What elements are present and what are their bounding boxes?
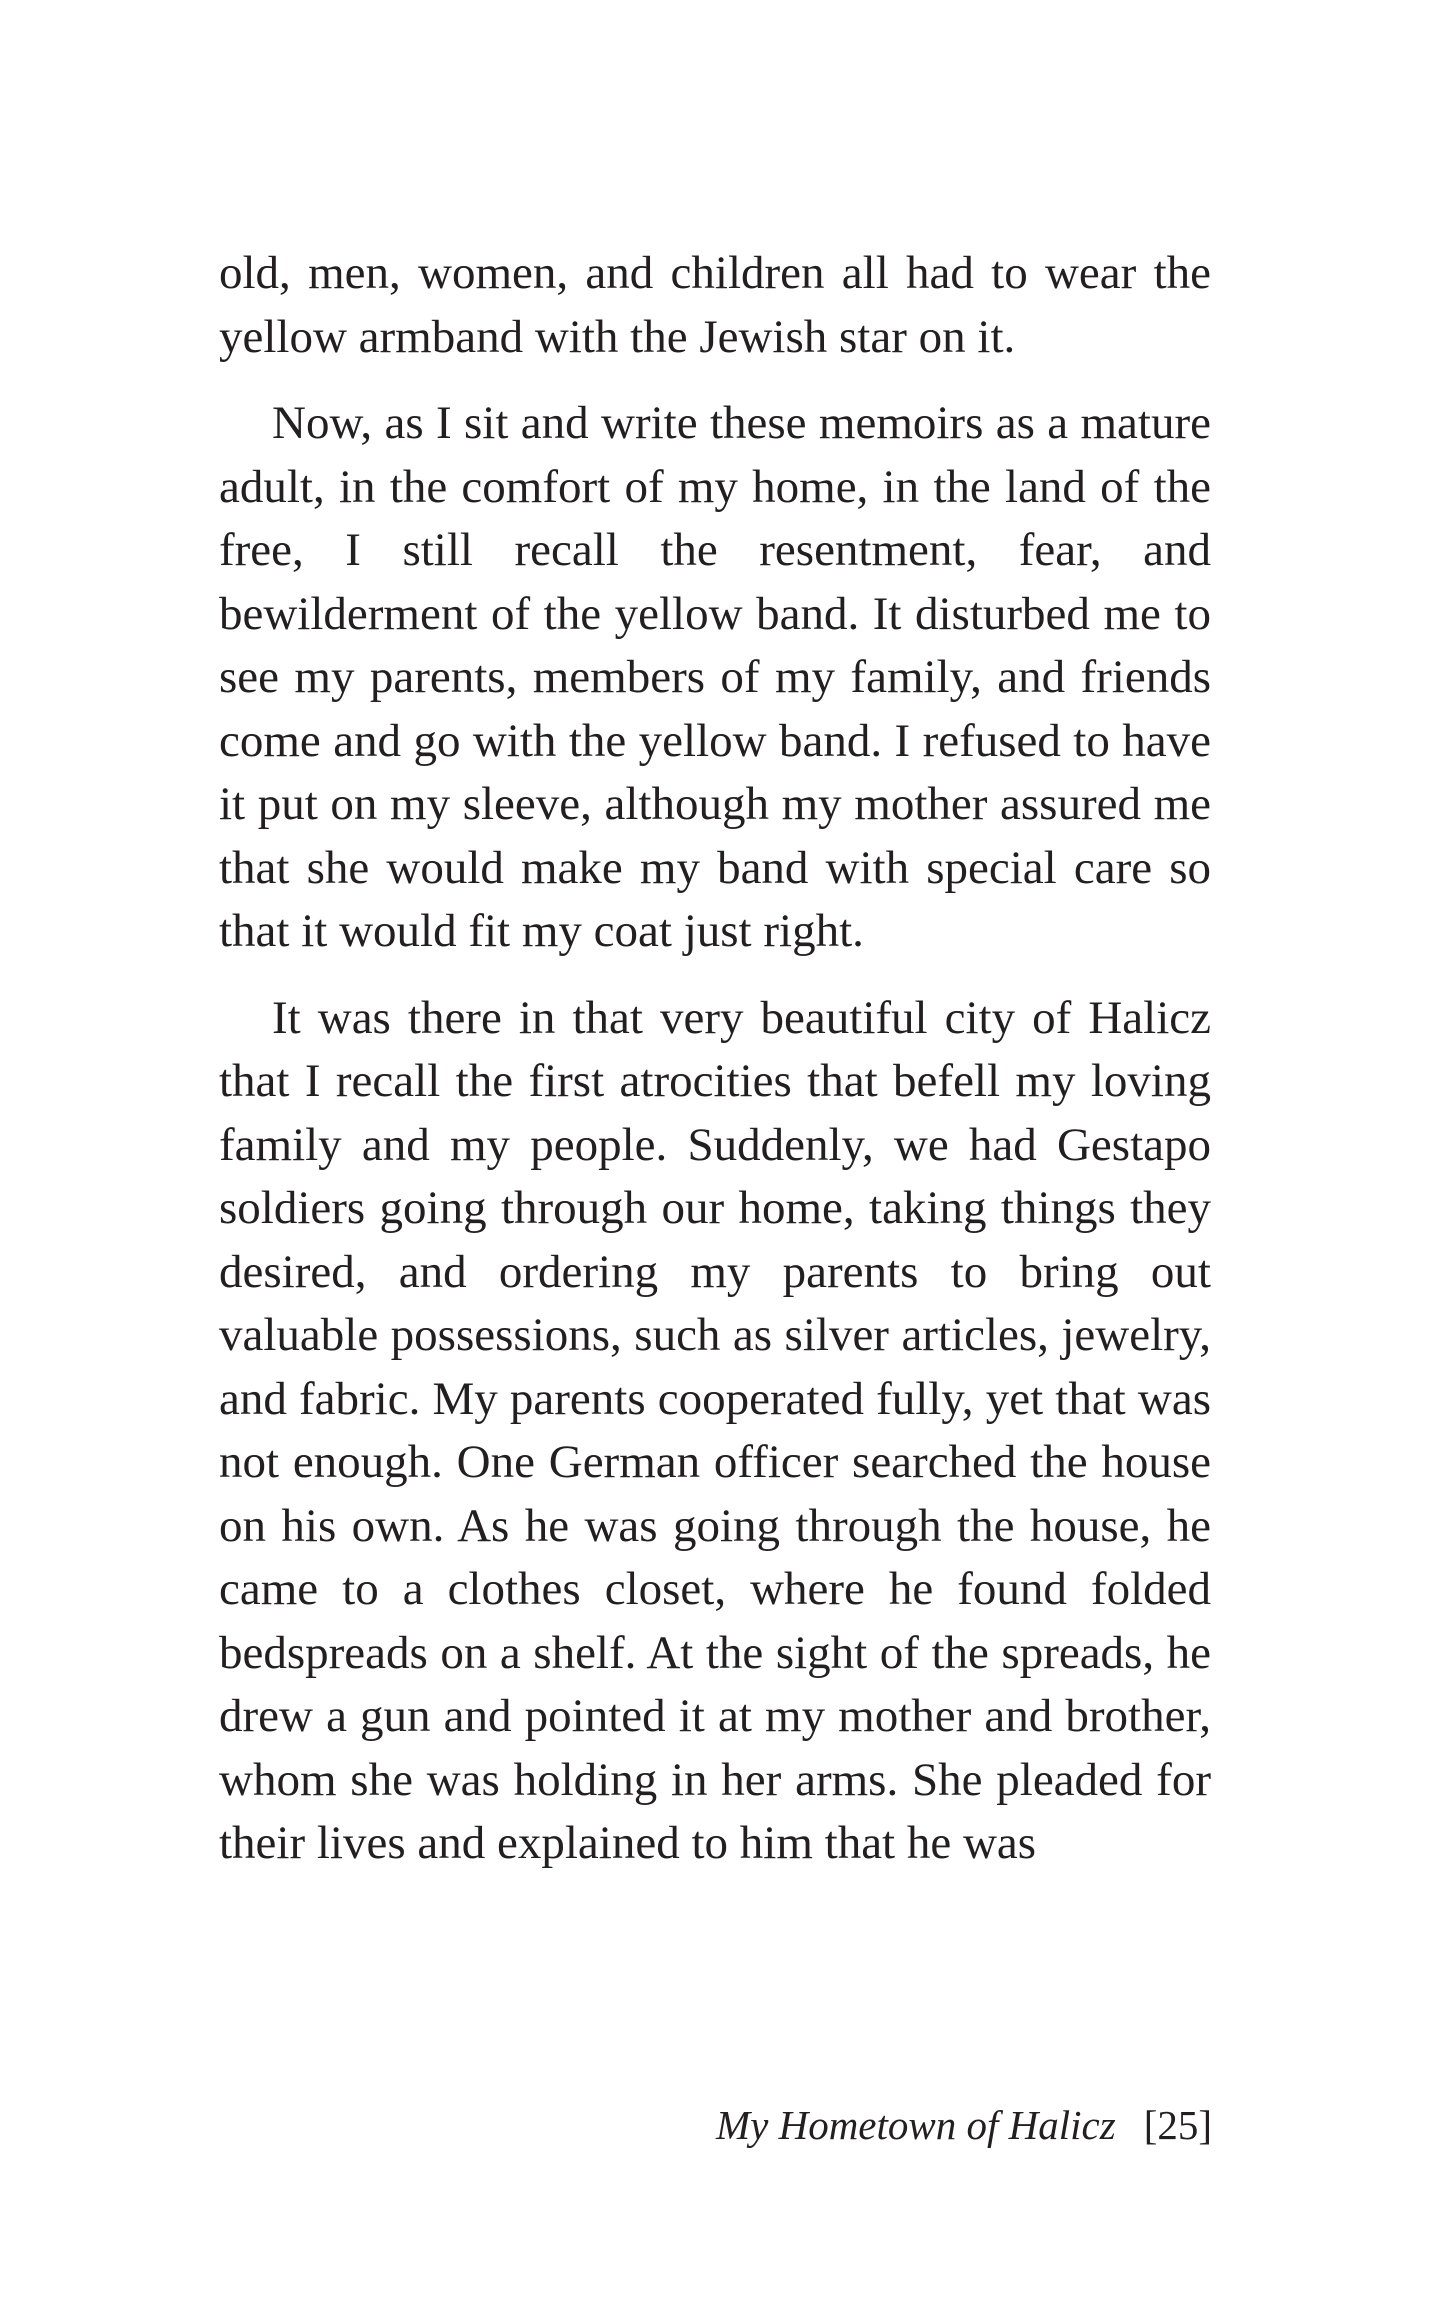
running-head: My Hometown of Halicz <box>715 2102 1116 2148</box>
page-footer <box>716 2100 1212 2150</box>
paragraph-continued: old, men, women, and children all had to wear the yellow armband with the Jewish star on it. <box>219 247 1211 363</box>
paragraph-atrocities: It was there in that very beautiful city of Halicz that I recall the first atrocities that befell my loving family and my people. Suddenly, we had Gestapo soldiers going through our home, taking things they desired, and ordering my parents to bring out valuable possessions, such as silver articles, jewelry, and fabric. My parents cooperated fully, yet that was not enough. One German officer searched the house on his own. As he was going through the house, he came to a clothes closet, where he found folded bedspreads on a shelf. At the sight of the spreads, he drew a gun and pointed it at my mother and brother, whom she was holding in her arms. She pleaded for their lives and explained to him that he was <box>219 991 1211 1869</box>
paragraph-memoirs: Now, as I sit and write these memoirs as a mature adult, in the comfort of my home, in the land of the free, I still recall the resentment, fear, and bewilderment of the yellow band. It disturbed me to see my parents, members of my family, and friends come and go with the yellow band. I refused to have it put on my sleeve, although my mother assured me that she would make my band with special care so that it would fit my coat just right. <box>219 397 1211 957</box>
body-text <box>219 242 1211 1876</box>
page-number: [25] <box>1143 2102 1212 2148</box>
